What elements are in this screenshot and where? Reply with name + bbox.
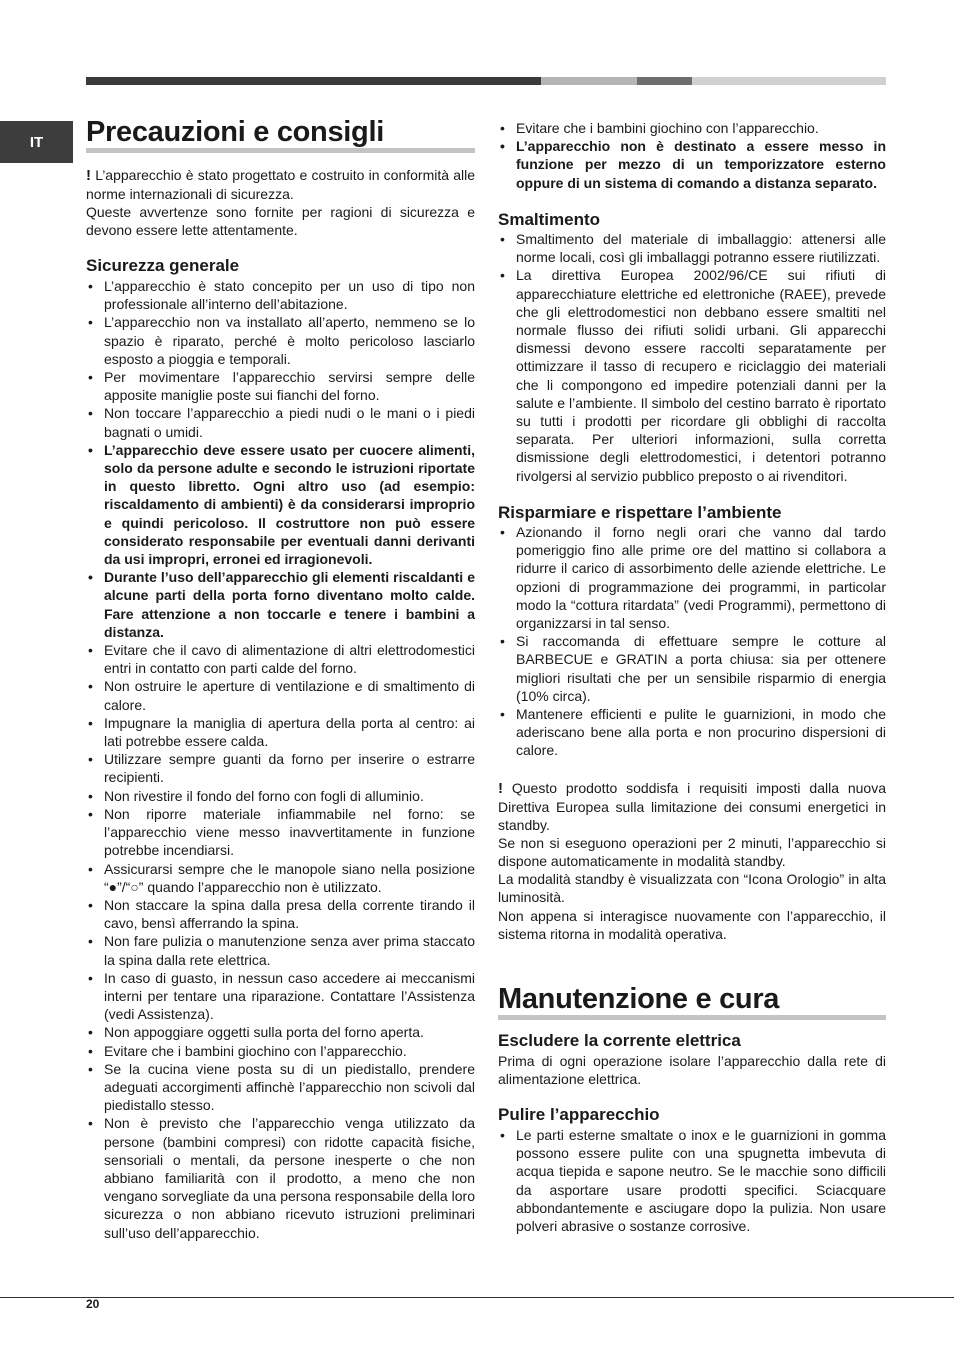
list-item: • Non rivestire il fondo del forno con fogli di alluminio. xyxy=(86,787,475,805)
header-bar-mid-segment xyxy=(637,77,692,85)
standby-note-1 xyxy=(498,779,886,835)
list-item: • Non toccare l’apparecchio a piedi nudi o le mani o i piedi bagnati o umidi. xyxy=(86,404,475,440)
standby-text-1: Questo prodotto soddisfa i requisiti imposti dalla nuova Direttiva Europea sulla limitazione dei consumi energetici in standby. xyxy=(498,780,886,834)
list-item: • Assicurarsi sempre che le manopole siano nella posizione “●”/“○” quando l’apparecchio non è utilizzato. xyxy=(86,860,475,896)
intro-paragraph-2: Queste avvertenze sono fornite per ragioni di sicurezza e devono essere lette attentamente. xyxy=(86,204,475,239)
header-color-bar xyxy=(86,77,886,85)
intro-paragraph-1 xyxy=(86,166,475,203)
standby-note-3: La modalità standby è visualizzata con “Icona Orologio” in alta luminosità. xyxy=(498,871,886,906)
risparmiare-list xyxy=(498,523,886,760)
pulire-list xyxy=(498,1126,886,1235)
footer-rule xyxy=(0,1297,954,1298)
escludere-text: Prima di ogni operazione isolare l’apparecchio dalla rete di alimentazione elettrica. xyxy=(498,1053,886,1088)
list-item: • Mantenere efficienti e pulite le guarnizioni, in modo che aderiscano bene alla porta e non procurino dispersioni di calore. xyxy=(498,705,886,760)
list-item: • Non appoggiare oggetti sulla porta del forno aperta. xyxy=(86,1023,475,1041)
sicurezza-list xyxy=(86,277,475,1242)
list-item: • L’apparecchio è stato concepito per un uso di tipo non professionale all’interno dell’abitazione. xyxy=(86,277,475,313)
smaltimento-heading: Smaltimento xyxy=(498,210,601,229)
list-item: • Evitare che il cavo di alimentazione di altri elettrodomestici entri in contatto con parti calde del forno. xyxy=(86,641,475,677)
list-item: • Azionando il forno negli orari che vanno dal tardo pomeriggio fino alle prime ore del mattino si collabora a ridurre il carico di assorbimento delle aziende elettriche. Le opzioni di programmazione dei programmi, in particolar modo la “cottura ritardata” (vedi Programmi), permettono di organizzarsi in tal senso. xyxy=(498,523,886,632)
warning-mark: ! xyxy=(498,780,503,797)
list-item: • Evitare che i bambini giochino con l’apparecchio. xyxy=(498,119,886,137)
header-bar-pale-segment xyxy=(692,77,886,85)
language-tab: IT xyxy=(0,121,73,163)
list-item: • In caso di guasto, in nessun caso accedere ai meccanismi interni per tentare una riparazione. Contattare l’Assistenza (vedi Assistenza). xyxy=(86,969,475,1024)
header-bar-light-segment xyxy=(541,77,637,85)
list-item: • Impugnare la maniglia di apertura della porta al centro: ai lati potrebbe essere calda. xyxy=(86,714,475,750)
sicurezza-heading: Sicurezza generale xyxy=(86,256,240,275)
list-item: • Per movimentare l’apparecchio servirsi sempre delle apposite maniglie poste sui fianchi del forno. xyxy=(86,368,475,404)
list-item: • Non riporre materiale infiammabile nel forno: se l’apparecchio viene messo inavvertitamente in funzione potrebbe incendiarsi. xyxy=(86,805,475,860)
smaltimento-list xyxy=(498,230,886,485)
list-item: • Evitare che i bambini giochino con l’apparecchio. xyxy=(86,1042,475,1060)
list-item: • Non fare pulizia o manutenzione senza aver prima staccato la spina dalla rete elettrica. xyxy=(86,932,475,968)
standby-note-4: Non appena si interagisce nuovamente con l’apparecchio, il sistema ritorna in modalità operativa. xyxy=(498,908,886,943)
manutenzione-title: Manutenzione e cura xyxy=(498,984,886,1020)
intro-text-1: L’apparecchio è stato progettato e costruito in conformità alle norme internazionali di sicurezza. xyxy=(86,167,475,203)
standby-note-2: Se non si eseguono operazioni per 2 minuti, l’apparecchio si dispone automaticamente in modalità standby. xyxy=(498,835,886,870)
list-item: • Durante l’uso dell’apparecchio gli elementi riscaldanti e alcune parti della porta forno diventano molto calde. Fare attenzione a non toccarle e tenere i bambini a distanza. xyxy=(86,568,475,641)
list-item: • Se la cucina viene posta su di un piedistallo, prendere adeguati accorgimenti affinchè l’apparecchio non scivoli dal piedistallo stesso. xyxy=(86,1060,475,1115)
list-item: • Utilizzare sempre guanti da forno per inserire o estrarre recipienti. xyxy=(86,750,475,786)
list-item: • L’apparecchio non va installato all’aperto, nemmeno se lo spazio è riparato, perché è molto pericoloso lasciarlo esposto a pioggia e temporali. xyxy=(86,313,475,368)
list-item: • Si raccomanda di effettuare sempre le cotture al BARBECUE e GRATIN a porta chiusa: sia per ottenere migliori risultati che per un sensibile risparmio di energia (10% circa). xyxy=(498,632,886,705)
risparmiare-heading: Risparmiare e rispettare l’ambiente xyxy=(498,503,782,522)
header-bar-dark-segment xyxy=(86,77,541,85)
list-item: • L’apparecchio non è destinato a essere messo in funzione per mezzo di un temporizzatore esterno oppure di un sistema di comando a distanza separato. xyxy=(498,137,886,192)
list-item: • Smaltimento del materiale di imballaggio: attenersi alle norme locali, così gli imballaggi potranno essere riutilizzati. xyxy=(498,230,886,266)
list-item: • L’apparecchio deve essere usato per cuocere alimenti, solo da persone adulte e secondo le istruzioni riportate in questo libretto. Ogni altro uso (ad esempio: riscaldamento di ambienti) è da considerarsi improprio e quindi pericoloso. Il costruttore non può essere considerato responsabile per eventuali danni derivanti da usi impropri, erronei ed irragionevoli. xyxy=(86,441,475,568)
page-number: 20 xyxy=(86,1297,100,1311)
pulire-heading: Pulire l’apparecchio xyxy=(498,1105,660,1124)
list-item: • Le parti esterne smaltate o inox e le guarnizioni in gomma possono essere pulite con una spugnetta imbevuta di acqua tiepida e sapone neutro. Se le macchie sono difficili da asportare usare prodotti specifici. Sciacquare abbondantemente e asciugare dopo la pulizia. Non usare polveri abrasive o sostanze corrosive. xyxy=(498,1126,886,1235)
escludere-heading: Escludere la corrente elettrica xyxy=(498,1031,741,1050)
warning-mark: ! xyxy=(86,167,91,184)
list-item: • La direttiva Europea 2002/96/CE sui rifiuti di apparecchiature elettriche ed elettroniche (RAEE), prevede che gli elettrodomestici non debbano essere smaltiti nel normale flusso dei rifiuti solidi urbani. Gli apparecchi dismessi devono essere raccolti separatamente per ottimizzare il tasso di recupero e riciclaggio dei materiali che li compongono ed impedire potenziali danni per la salute e l’ambiente. Il simbolo del cestino barrato è riportato su tutti i prodotti per ricordare gli obblighi di raccolta separata. Per ulteriori informazioni, sulla corretta dismissione degli elettrodomestici, i detentori potranno rivolgersi al servizio pubblico preposto o ai rivenditori. xyxy=(498,266,886,484)
precauzioni-title: Precauzioni e consigli xyxy=(86,117,475,153)
list-item: • Non ostruire le aperture di ventilazione e di smaltimento di calore. xyxy=(86,677,475,713)
precauzioni-continued-list xyxy=(498,119,886,192)
list-item: • Non staccare la spina dalla presa della corrente tirando il cavo, bensì afferrando la spina. xyxy=(86,896,475,932)
list-item: • Non è previsto che l’apparecchio venga utilizzato da persone (bambini compresi) con ridotte capacità fisiche, sensoriali o mentali, da persone inesperte o che non abbiano familiarità con il prodotto, a meno che non vengano sorvegliate da una persona responsabile della loro sicurezza o non abbiano ricevuto istruzioni preliminari sull’uso dell’apparecchio. xyxy=(86,1114,475,1241)
